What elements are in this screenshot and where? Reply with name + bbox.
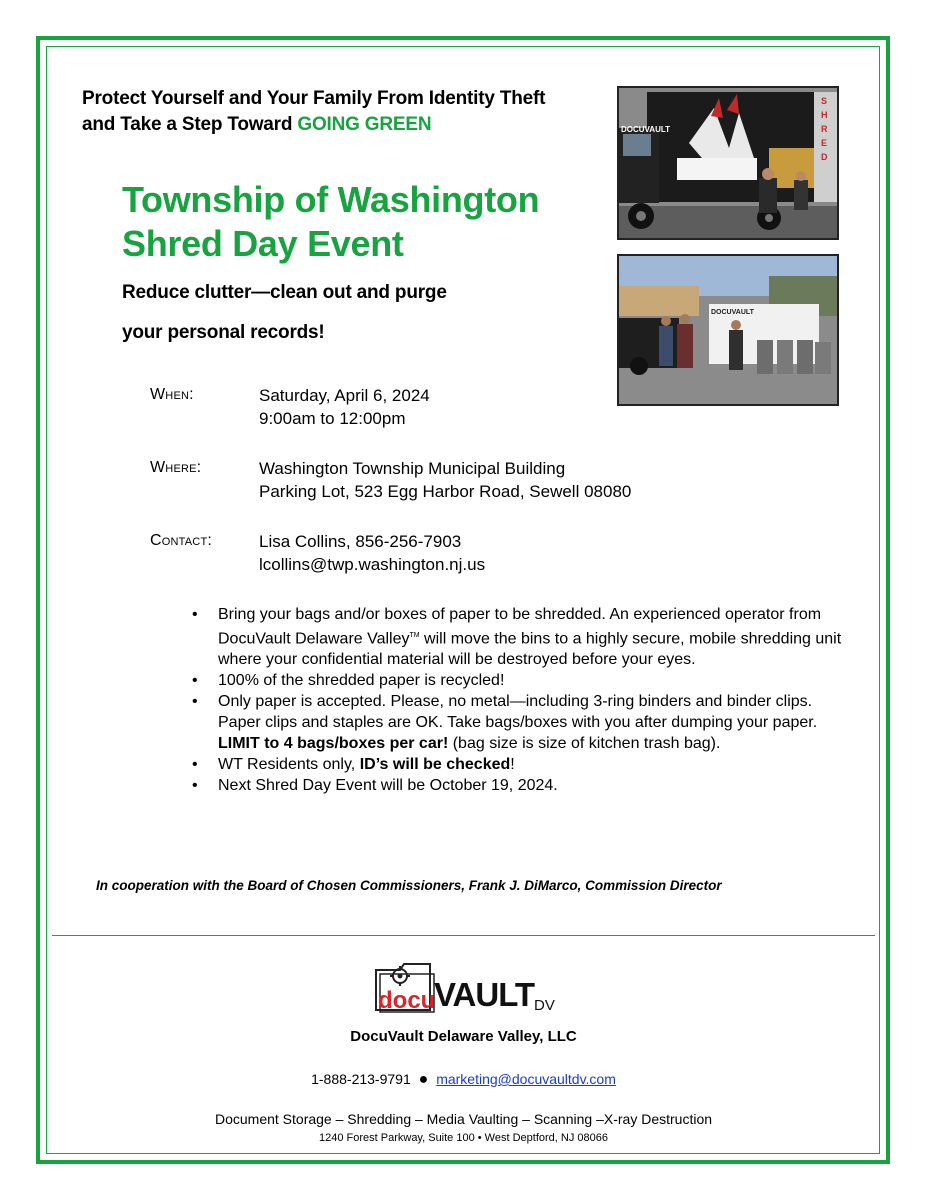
venue-address: Parking Lot, 523 Egg Harbor Road, Sewell 08080 <box>259 482 632 501</box>
services-list: Document Storage – Shredding – Media Vaulting – Scanning –X-ray Destruction <box>214 1111 713 1127</box>
folder-gear-icon <box>370 958 560 1018</box>
subtitle-line1: Reduce clutter—clean out and purge <box>122 282 447 303</box>
company-phone: 1-888-213-9791 <box>311 1071 411 1087</box>
bullet-text: ! <box>510 756 515 774</box>
bullet-text: WT Residents only, <box>218 756 360 774</box>
when-value <box>259 384 430 430</box>
tagline-line1: Protect Yourself and Your Family From Identity Theft <box>82 88 546 109</box>
bullet-text: 100% of the shredded paper is recycled! <box>218 672 505 690</box>
truck-logo-text: DOCUVAULT <box>621 125 671 134</box>
shredding-lot-illustration <box>619 256 837 404</box>
id-check-notice: ID’s will be checked <box>359 756 511 774</box>
limit-notice: LIMIT to 4 bags/boxes per car! <box>218 735 449 753</box>
bullet-icon: • <box>192 756 198 774</box>
event-time: 9:00am to 12:00pm <box>259 409 406 428</box>
contact-line <box>0 1071 927 1089</box>
contact-value <box>259 530 485 576</box>
shred-truck-photo <box>617 86 839 240</box>
bullet-text: will move the bins to a highly secure, mobile shredding unit where your confidential material will be destroyed before your eyes. <box>218 630 842 669</box>
bullet-icon: • <box>192 606 198 623</box>
event-title-line2: Shred Day Event <box>122 223 404 264</box>
bullet-text: (bag size is size of kitchen trash bag). <box>448 735 721 753</box>
where-value <box>259 457 631 503</box>
when-label: When: <box>150 386 194 403</box>
list-item <box>192 775 852 796</box>
event-date: Saturday, April 6, 2024 <box>259 386 430 405</box>
logo-docu-text: docu <box>378 987 436 1014</box>
list-item <box>192 670 852 691</box>
truck-side-text: S H R E D <box>821 96 828 162</box>
tagline <box>82 86 602 138</box>
logo-dv-text: DV <box>534 997 555 1014</box>
bullet-icon: • <box>192 693 198 711</box>
tagline-prefix: and Take a Step Toward <box>82 114 298 135</box>
company-email-link[interactable]: marketing@docuvaultdv.com <box>436 1071 616 1087</box>
going-green-text: GOING GREEN <box>297 114 432 135</box>
tagline-line2 <box>82 112 602 138</box>
venue-name: Washington Township Municipal Building <box>259 459 566 478</box>
company-address: 1240 Forest Parkway, Suite 100 • West Deptford, NJ 08066 <box>319 1132 608 1144</box>
shredding-lot-photo <box>617 254 839 406</box>
docuvault-logo <box>370 958 560 1018</box>
where-label: Where: <box>150 459 202 476</box>
list-item <box>192 604 852 670</box>
bullet-icon: • <box>192 777 198 795</box>
cooperation-note: In cooperation with the Board of Chosen Commissioners, Frank J. DiMarco, Commission Director <box>96 878 722 893</box>
event-title <box>122 178 602 266</box>
subtitle-line2: your personal records! <box>122 322 325 343</box>
bullet-text: Bring your bags and/or boxes of paper to be shredded. An experienced operator from DocuVault Delaware Valley <box>218 606 822 648</box>
company-name: DocuVault Delaware Valley, LLC <box>350 1028 577 1045</box>
divider <box>52 935 875 936</box>
event-title-line1: Township of Washington <box>122 179 540 220</box>
contact-name-phone: Lisa Collins, 856-256-7903 <box>259 532 462 551</box>
bullet-text: Only paper is accepted. Please, no metal—including 3-ring binders and binder clips. Paper clips and staples are OK. Take bags/boxes with you after dumping your paper. <box>218 693 818 732</box>
info-bullets <box>192 604 852 796</box>
logo-vault-text: VAULT <box>434 976 535 1013</box>
shred-truck-illustration <box>619 88 837 238</box>
separator-dot-icon: ● <box>418 1071 429 1088</box>
contact-email: lcollins@twp.washington.nj.us <box>259 555 486 574</box>
list-item <box>192 691 852 754</box>
list-item <box>192 754 852 775</box>
trademark-mark: TM <box>409 632 420 639</box>
bullet-text: Next Shred Day Event will be October 19, 2024. <box>218 777 558 795</box>
contact-label: Contact: <box>150 532 213 549</box>
bullet-icon: • <box>192 672 198 690</box>
lot-truck-logo-text: DOCUVAULT <box>711 309 754 316</box>
